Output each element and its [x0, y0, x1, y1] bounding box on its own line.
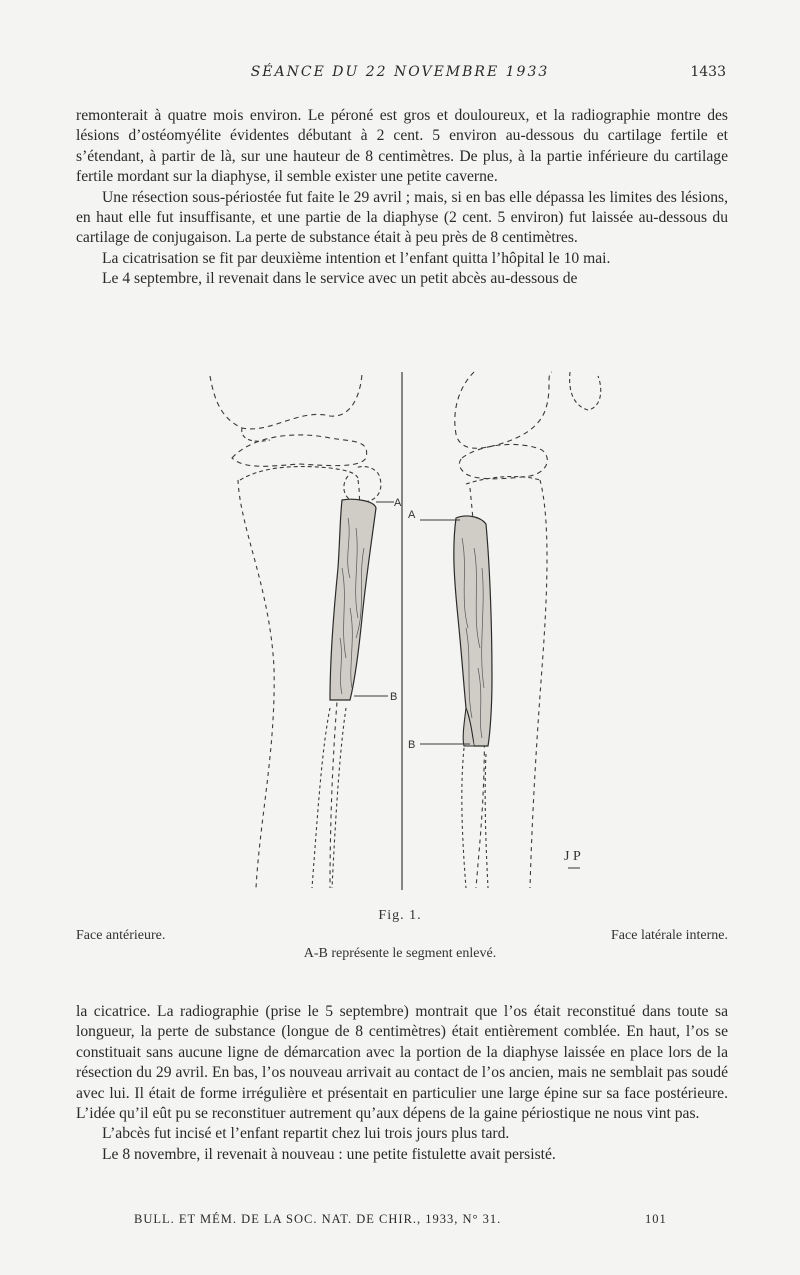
- label-b-right: B: [408, 739, 416, 751]
- caption-left: Face antérieure.: [76, 928, 166, 943]
- left-removed-segment: [330, 499, 376, 700]
- left-tibia-plateau: [232, 435, 367, 466]
- paragraph: Une résection sous-périostée fut faite le 29 avril ; mais, si en bas elle dépassa les limites des lésions, en haut elle fut insuffisante, et une partie de la diaphyse (2 cent. 5 environ) fut laissée au-dessous du cartilage de conjugaison. La perte de substance était à peu près de 8 centimètres.: [76, 188, 728, 247]
- artist-signature: J P: [564, 849, 581, 864]
- running-head: [0, 64, 800, 84]
- body-text-bottom: [76, 1002, 728, 1165]
- paragraph: Le 8 novembre, il revenait à nouveau : une petite fistulette avait persisté.: [102, 1145, 556, 1163]
- page-number: 1433: [690, 64, 726, 80]
- body-text-top: [76, 106, 728, 290]
- paragraph: remonterait à quatre mois environ. Le péroné est gros et douloureux, et la radiographie montre des lésions d’ostéomyélite évidentes débutant à 2 cent. 5 environ au-dessous du cartilage fertile et s’étendant, à partir de là, sur une hauteur de 8 centimètres. De plus, à la partie inférieure du cartilage fertile mordant sur la diaphyse, il semble exister une petite caverne.: [76, 107, 728, 186]
- paragraph: la cicatrice. La radiographie (prise le 5 septembre) montrait que l’os était reconstitué dans toute sa longueur, la perte de substance (longue de 8 centimètres) était entièrement comblée. En haut, l’os se constituait sans aucune ligne de démarcation avec la portion de la diaphyse laissée en place lors de la résection du 29 avril. En bas, l’os nouveau arrivait au contact de l’os ancien, mais ne semblait pas soudé avec lui. Il était de forme irrégulière et présentait en particulier une large épine sur sa face postérieure. L’idée qu’il eût pu se reconstituer autrement qu’aux dépens de la gaine périostique ne nous vint pas.: [76, 1003, 728, 1123]
- label-a-left: A: [394, 497, 402, 509]
- left-tibia-outline: [238, 480, 274, 888]
- right-femur-outline: [455, 372, 552, 448]
- caption-right: Face latérale interne.: [611, 928, 728, 943]
- figure-number: Fig. 1.: [378, 908, 422, 923]
- right-removed-segment: [454, 516, 492, 746]
- sheet-number: 101: [645, 1212, 667, 1226]
- paragraph: Le 4 septembre, il revenait dans le service avec un petit abcès au-dessous de: [102, 270, 578, 288]
- paragraph: L’abcès fut incisé et l’enfant repartit chez lui trois jours plus tard.: [102, 1125, 510, 1143]
- label-b-left: B: [390, 691, 398, 703]
- right-tibia-plateau: [459, 444, 547, 478]
- journal-citation: BULL. ET MÉM. DE LA SOC. NAT. DE CHIR., 1933, N° 31.: [134, 1212, 502, 1226]
- bone-illustration: [180, 368, 620, 898]
- paragraph: La cicatrisation se fit par deuxième intention et l’enfant quitta l’hôpital le 10 mai.: [102, 249, 611, 267]
- label-a-right: A: [408, 509, 416, 521]
- left-femur-outline: [210, 374, 362, 429]
- running-title: SÉANCE DU 22 NOVEMBRE 1933: [250, 64, 550, 80]
- figure-bone-drawing: [180, 368, 620, 898]
- figure-legend: A-B représente le segment enlevé.: [303, 946, 497, 961]
- page-footer: [0, 1212, 800, 1230]
